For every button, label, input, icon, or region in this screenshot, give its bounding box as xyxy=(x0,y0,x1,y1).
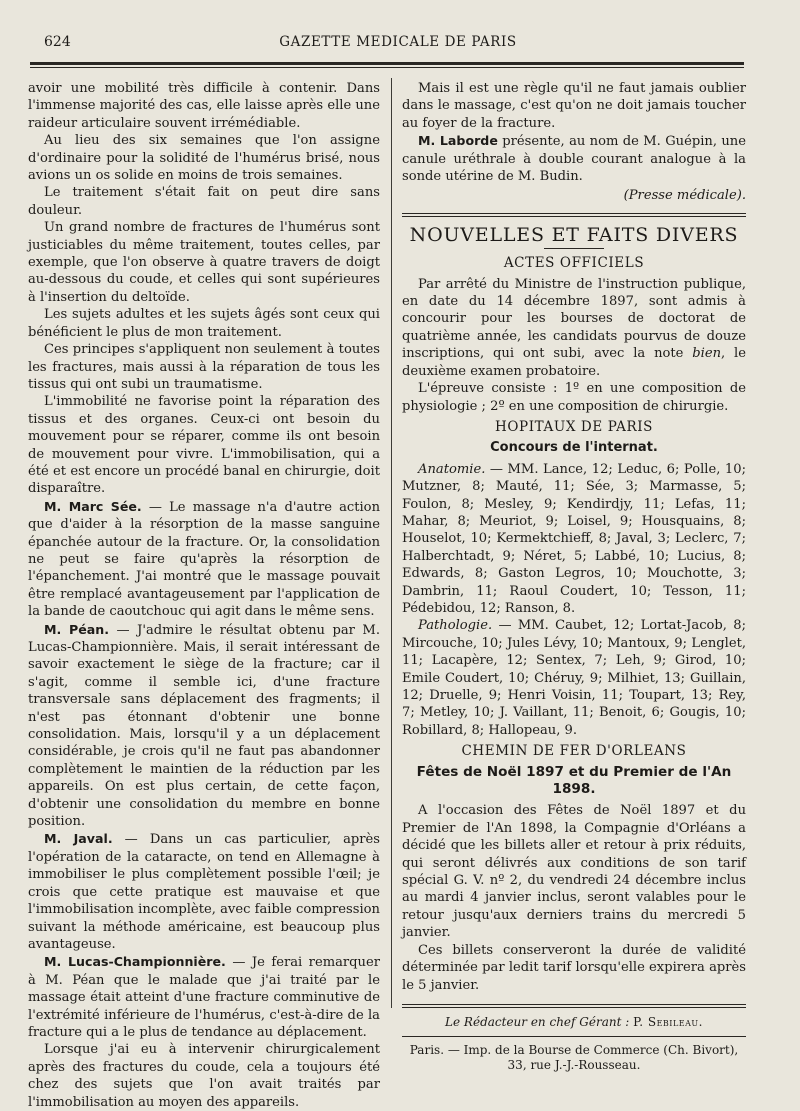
speaker-paragraph-see xyxy=(28,498,380,621)
paragraph: L'épreuve consiste : 1º en une composition de physiologie ; 2º en une composition de chirurgie. xyxy=(402,381,746,414)
paragraph xyxy=(402,276,746,380)
speaker-text: présente, au nom de M. Guépin, une canule uréthrale à double courant analogue à la sonde utérine de M. Budin. xyxy=(402,134,746,185)
page-header xyxy=(28,30,768,54)
paragraph: Un grand nombre de fractures de l'humérus sont justiciables du même traitement, toutes celles, par exemple, que l'on observe à quatre travers de doigt au-dessous du coude, et celles qui sont supérieures à l'insertion du deltoïde. xyxy=(28,220,380,305)
editor-line xyxy=(402,1014,746,1031)
text-run: Par arrêté du Ministre de l'instruction publique, en date du 14 décembre 1897, sont admis à concourir pour les bourses de doctorat de quatrième année, les candidats pourvus de douze inscriptions, qui ont subi, avec la note xyxy=(402,276,746,362)
speaker-name: M. Laborde xyxy=(418,133,498,149)
paragraph: Mais il est une règle qu'il ne faut jamais oublier dans le massage, c'est qu'on ne doit jamais toucher au foyer de la fracture. xyxy=(402,81,746,131)
hopitaux-heading: HOPITAUX DE PARIS xyxy=(494,418,654,435)
concours-heading: Concours de l'internat. xyxy=(490,440,658,456)
paragraph: Lorsque j'ai eu à intervenir chirurgicalement après des fractures du coude, cela a toujours été chez des sujets que l'on avait traités par l'immobilisation au moyen des appareils. xyxy=(28,1042,380,1110)
category-label: Pathologie. xyxy=(418,618,493,634)
speaker-text: — Le massage n'a d'autre action que d'aider à la résorption de la masse sanguine épanchée autour de la fracture. Or, la consolidation ne peut se faire qu'après la résorption de l'épanchement. J'ai montré que le massage pouvait être remplacé avantageusement par l'application de la bande de caoutchouc qui agit dans le même sens. xyxy=(28,499,381,620)
speaker-paragraph-javal xyxy=(28,830,380,953)
column-divider xyxy=(391,78,392,1008)
source-attribution: (Presse médicale). xyxy=(623,188,746,204)
speaker-paragraph-pean xyxy=(28,621,380,831)
speaker-text: — J'admire le résultat obtenu par M. Lucas-Championnière. Mais, il serait intéressant de savoir exactement le siège de la fracture; car il s'agit, comme il semble ici, d'une fracture transversale sans déplacement des fragments; il n'est pas étonnant d'obtenir une bonne consolidation. Mais, lorsqu'il y a un déplacement considérable, je crois qu'il ne faut pas abandonner complètement le maintien de la réduction par les appareils. On est plus certain, de cette façon, d'obtenir une consolidation du membre en bonne position. xyxy=(28,622,380,830)
paragraph: Le traitement s'était fait on peut dire sans douleur. xyxy=(28,185,380,218)
page-number: 624 xyxy=(44,34,71,50)
fetes-heading: Fêtes de Noël 1897 et du Premier de l'An 1898. xyxy=(416,763,732,798)
left-column xyxy=(28,80,380,1111)
speaker-name: M. Péan. xyxy=(44,621,110,637)
paragraph: Ces billets conserveront la durée de validité déterminée par ledit tarif lorsqu'elle expirera après le 5 janvier. xyxy=(402,942,746,993)
text-run: , le deuxième examen probatoire. xyxy=(402,346,746,379)
results-text: — MM. Lance, 12; Leduc, 6; Polle, 10; Mutzner, 8; Mauté, 11; Sée, 3; Marmasse, 5; Foulon, 8; Mesley, 9; Kendirdjy, 11; Lefas, 11; Mahar, 8; Meuriot, 9; Loisel, 9; Housquains, 8; Houselot, 10; Kermektchieff, 8; Javal, 3; Leclerc, 7; Halberchtadt, 9; Néret, 5; Labbé, 10; Lucius, 8; Edwards, 8; Gaston Legros, 10; Mouchotte, 3; Dambrin, 11; Raoul Coudert, 10; Tesson, 11; Pédebidou, 12; Ranson, 8. xyxy=(402,461,746,616)
speaker-paragraph-laborde xyxy=(402,132,746,185)
speaker-name: M. Lucas-Championnière. xyxy=(44,954,226,970)
paragraph: Les sujets adultes et les sujets âgés sont ceux qui bénéficient le plus de mon traitement. xyxy=(28,307,380,340)
paragraph: Ces principes s'appliquent non seulement à toutes les fractures, mais aussi à la réparation de tous les tissus qui ont subi un traumatisme. xyxy=(28,342,380,392)
anatomie-results xyxy=(402,461,746,618)
speaker-name: M. Marc Sée. xyxy=(44,498,142,514)
printer-imprint xyxy=(402,1043,746,1073)
editor-label: Le Rédacteur en chef Gérant : xyxy=(445,1014,634,1029)
printer-line: Paris. — Imp. de la Bourse de Commerce (Ch. Bivort), xyxy=(409,1043,739,1058)
paragraph: Au lieu des six semaines que l'on assigne d'ordinaire pour la solidité de l'humérus brisé, nous avions un os solide en moins de trois semaines. xyxy=(28,133,380,184)
speaker-paragraph-lucas xyxy=(28,953,380,1041)
speaker-text: — Dans un cas particulier, après l'opération de la cataracte, on tend en Allemagne à immobiliser le plus complètement possible l'œil; je crois que cette pratique est mauvaise et que l'immobilisation incomplète, avec faible compression suivant la méthode américaine, est beaucoup plus avantageuse. xyxy=(28,832,380,952)
chemin-de-fer-heading: CHEMIN DE FER D'ORLEANS xyxy=(461,743,687,760)
paragraph: L'immobilité ne favorise point la réparation des tissus et des organes. Ceux-ci ont besoin du mouvement pour se réparer, comme ils ont besoin de mouvement pour vivre. L'immobilisation, qui a été et est encore un procédé banal en chirurgie, doit disparaître. xyxy=(28,394,380,497)
category-label: Anatomie. xyxy=(418,461,486,477)
pathologie-results xyxy=(402,617,746,739)
header-rule-thick xyxy=(30,62,744,65)
header-rule-thin xyxy=(30,67,744,68)
footer-rule xyxy=(402,1004,746,1008)
results-text: — MM. Caubet, 12; Lortat-Jacob, 8; Mircouche, 10; Jules Lévy, 10; Mantoux, 9; Lenglet, 11; Lacapère, 12; Sentex, 7; Leh, 9; Girod, 10; Emile Coudert, 10; Chéruy, 9; Milhiet, 13; Guillain, 12; Druelle, 9; Henri Voisin, 11; Toupart, 13; Rey, 7; Metley, 10; J. Vaillant, 11; Benoit, 6; Gougis, 10; Robillard, 8; Hallopeau, 9. xyxy=(402,618,746,738)
paragraph: avoir une mobilité très difficile à contenir. Dans l'immense majorité des cas, elle laisse après elle une raideur articulaire souvent irrémédiable. xyxy=(28,81,380,131)
right-column xyxy=(402,80,746,1073)
journal-title: GAZETTE MEDICALE DE PARIS xyxy=(279,34,517,50)
actes-officiels-heading: ACTES OFFICIELS xyxy=(503,255,645,272)
short-rule xyxy=(544,248,604,249)
editor-name: P. Sebileau. xyxy=(633,1014,703,1029)
printer-line: 33, rue J.-J.-Rousseau. xyxy=(507,1058,641,1073)
italic-note: bien xyxy=(692,346,722,362)
speaker-text: — Je ferai remarquer à M. Péan que le malade que j'ai traité par le massage était atteint d'une fracture comminutive de l'extrémité inférieure de l'humérus, c'est-à-dire de la fracture qui a le plus de tendance au déplacement. xyxy=(28,955,380,1040)
section-rule xyxy=(402,213,746,217)
section-title: NOUVELLES ET FAITS DIVERS xyxy=(409,223,739,246)
footer-rule-thin xyxy=(402,1036,746,1037)
paragraph: A l'occasion des Fêtes de Noël 1897 et du Premier de l'An 1898, la Compagnie d'Orléans a décidé que les billets aller et retour à prix réduits, qui seront délivrés aux conditions de son tarif spécial G. V. nº 2, du vendredi 24 décembre inclus au mardi 4 janvier inclus, seront valables pour le retour jusqu'aux derniers trains du mercredi 5 janvier. xyxy=(402,803,746,941)
speaker-name: M. Javal. xyxy=(44,831,113,847)
